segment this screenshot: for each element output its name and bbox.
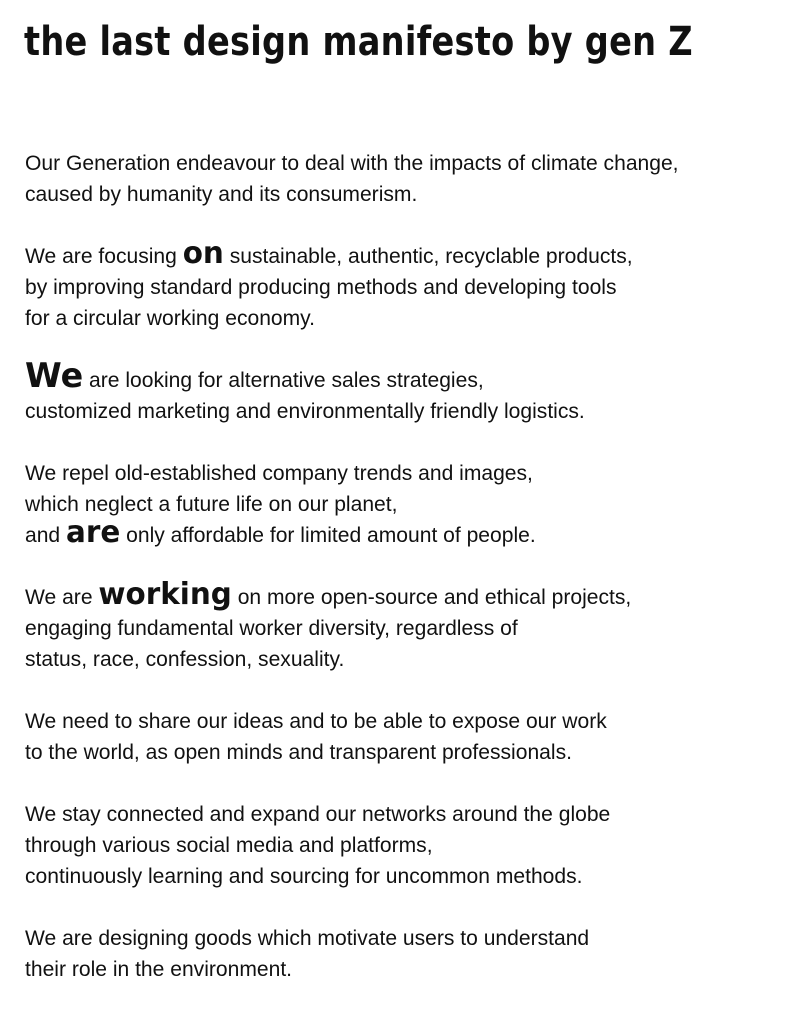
manifesto-line [25, 458, 766, 489]
manifesto-paragraph [25, 236, 781, 334]
line-text: only affordable for limited amount of people. [120, 523, 536, 547]
line-text: through various social media and platforms, [25, 833, 433, 857]
manifesto-line [25, 396, 766, 427]
manifesto-paragraph [25, 706, 781, 768]
emphasis-word: working [98, 577, 232, 612]
page-title: the last design manifesto by gen Z [24, 19, 693, 65]
line-text: We are designing goods which motivate users to understand [25, 926, 590, 950]
manifesto-line [25, 737, 766, 768]
line-text: Our Generation endeavour to deal with the impacts of climate change, [25, 151, 679, 175]
manifesto-line [25, 613, 766, 644]
manifesto-line [25, 303, 766, 334]
line-text: customized marketing and environmentally friendly logistics. [25, 399, 585, 423]
line-text: which neglect a future life on our planet, [25, 492, 398, 516]
line-text: by improving standard producing methods and developing tools [25, 275, 617, 299]
line-text: are looking for alternative sales strategies, [83, 368, 484, 392]
manifesto-line [25, 515, 766, 551]
line-text: We repel old-established company trends and images, [25, 461, 533, 485]
manifesto-paragraph [25, 923, 781, 985]
emphasis-word: are [66, 515, 121, 550]
manifesto-paragraph [25, 148, 781, 210]
manifesto-line [25, 954, 766, 985]
line-text: for a circular working economy. [25, 306, 316, 330]
manifesto-line [25, 706, 766, 737]
manifesto-line [25, 148, 766, 179]
manifesto-paragraph [25, 799, 781, 892]
manifesto-line [25, 356, 766, 396]
line-text: their role in the environment. [25, 957, 293, 981]
manifesto-line [25, 489, 766, 520]
emphasis-word: on [182, 236, 224, 271]
line-text: We are focusing [25, 244, 183, 268]
manifesto-line [25, 861, 766, 892]
manifesto-line [25, 236, 766, 272]
manifesto-paragraph [25, 356, 781, 427]
line-text: status, race, confession, sexuality. [25, 647, 345, 671]
line-text: to the world, as open minds and transparent professionals. [25, 740, 572, 764]
manifesto-line [25, 830, 766, 861]
line-text: on more open-source and ethical projects, [231, 585, 632, 609]
line-text: We are [25, 585, 99, 609]
line-text: engaging fundamental worker diversity, regardless of [25, 616, 518, 640]
manifesto-line [25, 577, 766, 613]
emphasis-word: We [25, 356, 84, 396]
line-text: continuously learning and sourcing for uncommon methods. [25, 864, 583, 888]
line-text: We need to share our ideas and to be able to expose our work [25, 709, 607, 733]
line-text: and [25, 523, 67, 547]
line-text: We stay connected and expand our networks around the globe [25, 802, 611, 826]
manifesto-line [25, 644, 766, 675]
line-text: caused by humanity and its consumerism. [25, 182, 418, 206]
manifesto-line [25, 179, 766, 210]
manifesto-line [25, 923, 766, 954]
manifesto-line [25, 799, 766, 830]
line-text: sustainable, authentic, recyclable products, [223, 244, 633, 268]
manifesto-paragraph [25, 577, 781, 675]
manifesto-line [25, 272, 766, 303]
manifesto-body [25, 148, 781, 1016]
manifesto-paragraph [25, 458, 781, 551]
